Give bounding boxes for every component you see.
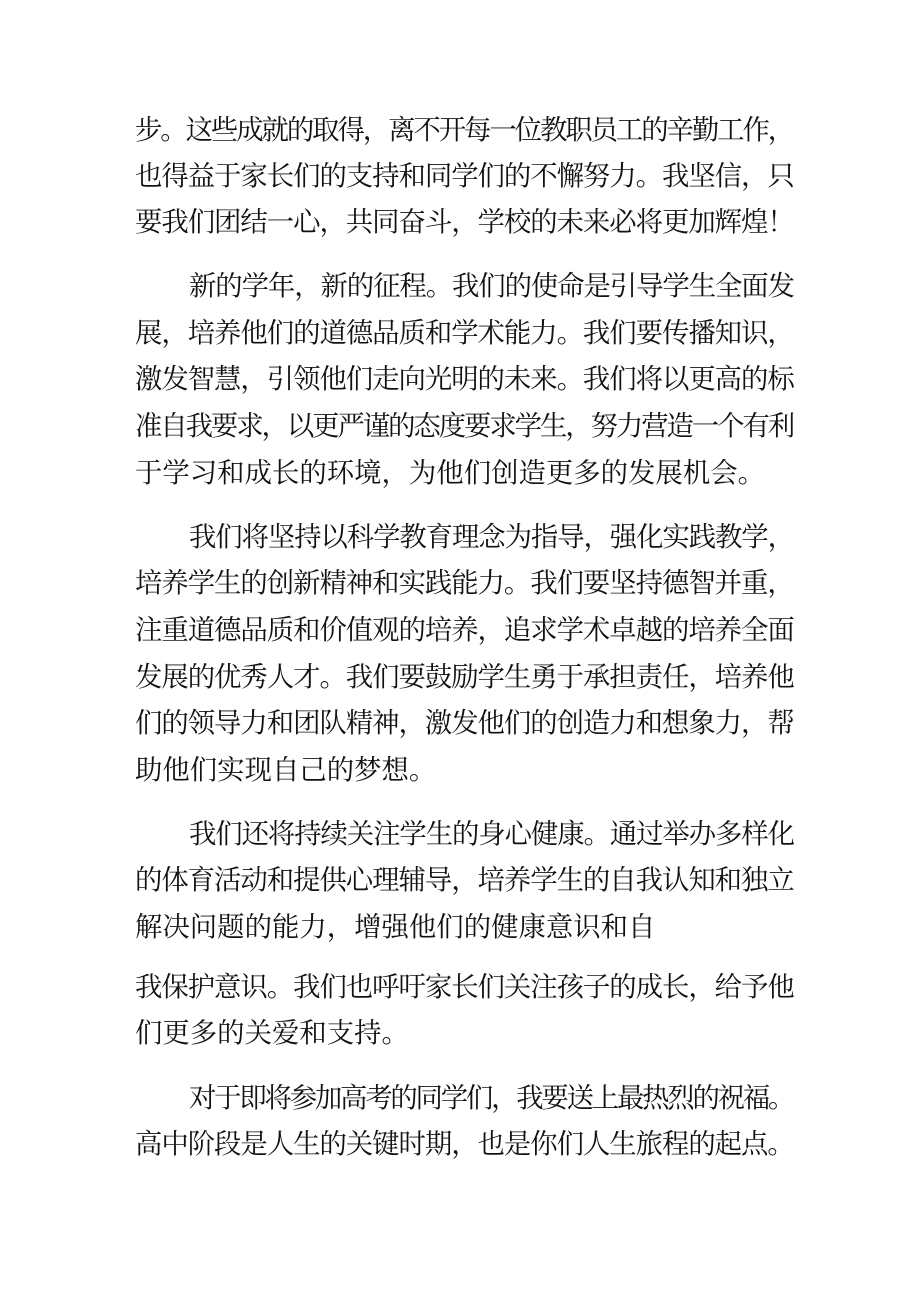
- paragraph-6-line-1: 对于即将参加高考的同学们，我要送上最热烈的祝福。: [189, 1083, 794, 1114]
- paragraph-2-line-3: 激发智慧，引领他们走向光明的未来。我们将以更高的标: [135, 364, 794, 395]
- paragraph-3-line-2: 培养学生的创新精神和实践能力。我们要坚持德智并重，: [135, 568, 794, 599]
- paragraph-2-line-2: 展，培养他们的道德品质和学术能力。我们要传播知识，: [135, 318, 794, 349]
- paragraph-5-line-1: 我保护意识。我们也呼吁家长们关注孩子的成长，给予他: [135, 972, 794, 1003]
- paragraph-4-line-2: 的体育活动和提供心理辅导，培养学生的自我认知和独立: [135, 865, 794, 896]
- paragraph-3-line-5: 们的领导力和团队精神，激发他们的创造力和想象力，帮: [135, 708, 794, 739]
- paragraph-5-line-2: 们更多的关爱和支持。: [135, 1018, 409, 1049]
- paragraph-1-line-2: 也得益于家长们的支持和同学们的不懈努力。我坚信，只: [135, 161, 794, 192]
- paragraph-2-line-5: 于学习和成长的环境，为他们创造更多的发展机会。: [135, 458, 765, 489]
- paragraph-2-line-4: 准自我要求，以更严谨的态度要求学生，努力营造一个有利: [135, 411, 794, 442]
- paragraph-1-line-3: 要我们团结一心，共同奋斗，学校的未来必将更加辉煌！: [135, 207, 794, 238]
- paragraph-4-line-3: 解决问题的能力，增强他们的健康意识和自: [135, 912, 656, 943]
- paragraph-4-line-1: 我们还将持续关注学生的身心健康。通过举办多样化: [189, 819, 794, 850]
- paragraph-3-line-6: 助他们实现自己的梦想。: [135, 755, 437, 786]
- paragraph-3-line-4: 发展的优秀人才。我们要鼓励学生勇于承担责任，培养他: [135, 662, 794, 693]
- paragraph-3-line-3: 注重道德品质和价值观的培养，追求学术卓越的培养全面: [135, 615, 794, 646]
- paragraph-6-line-2: 高中阶段是人生的关键时期，也是你们人生旅程的起点。: [135, 1129, 794, 1160]
- paragraph-1-line-1: 步。这些成就的取得，离不开每一位教职员工的辛勤工作，: [135, 115, 794, 146]
- paragraph-2-line-1: 新的学年，新的征程。我们的使命是引导学生全面发: [189, 271, 794, 302]
- paragraph-3-line-1: 我们将坚持以科学教育理念为指导，强化实践教学，: [189, 522, 794, 553]
